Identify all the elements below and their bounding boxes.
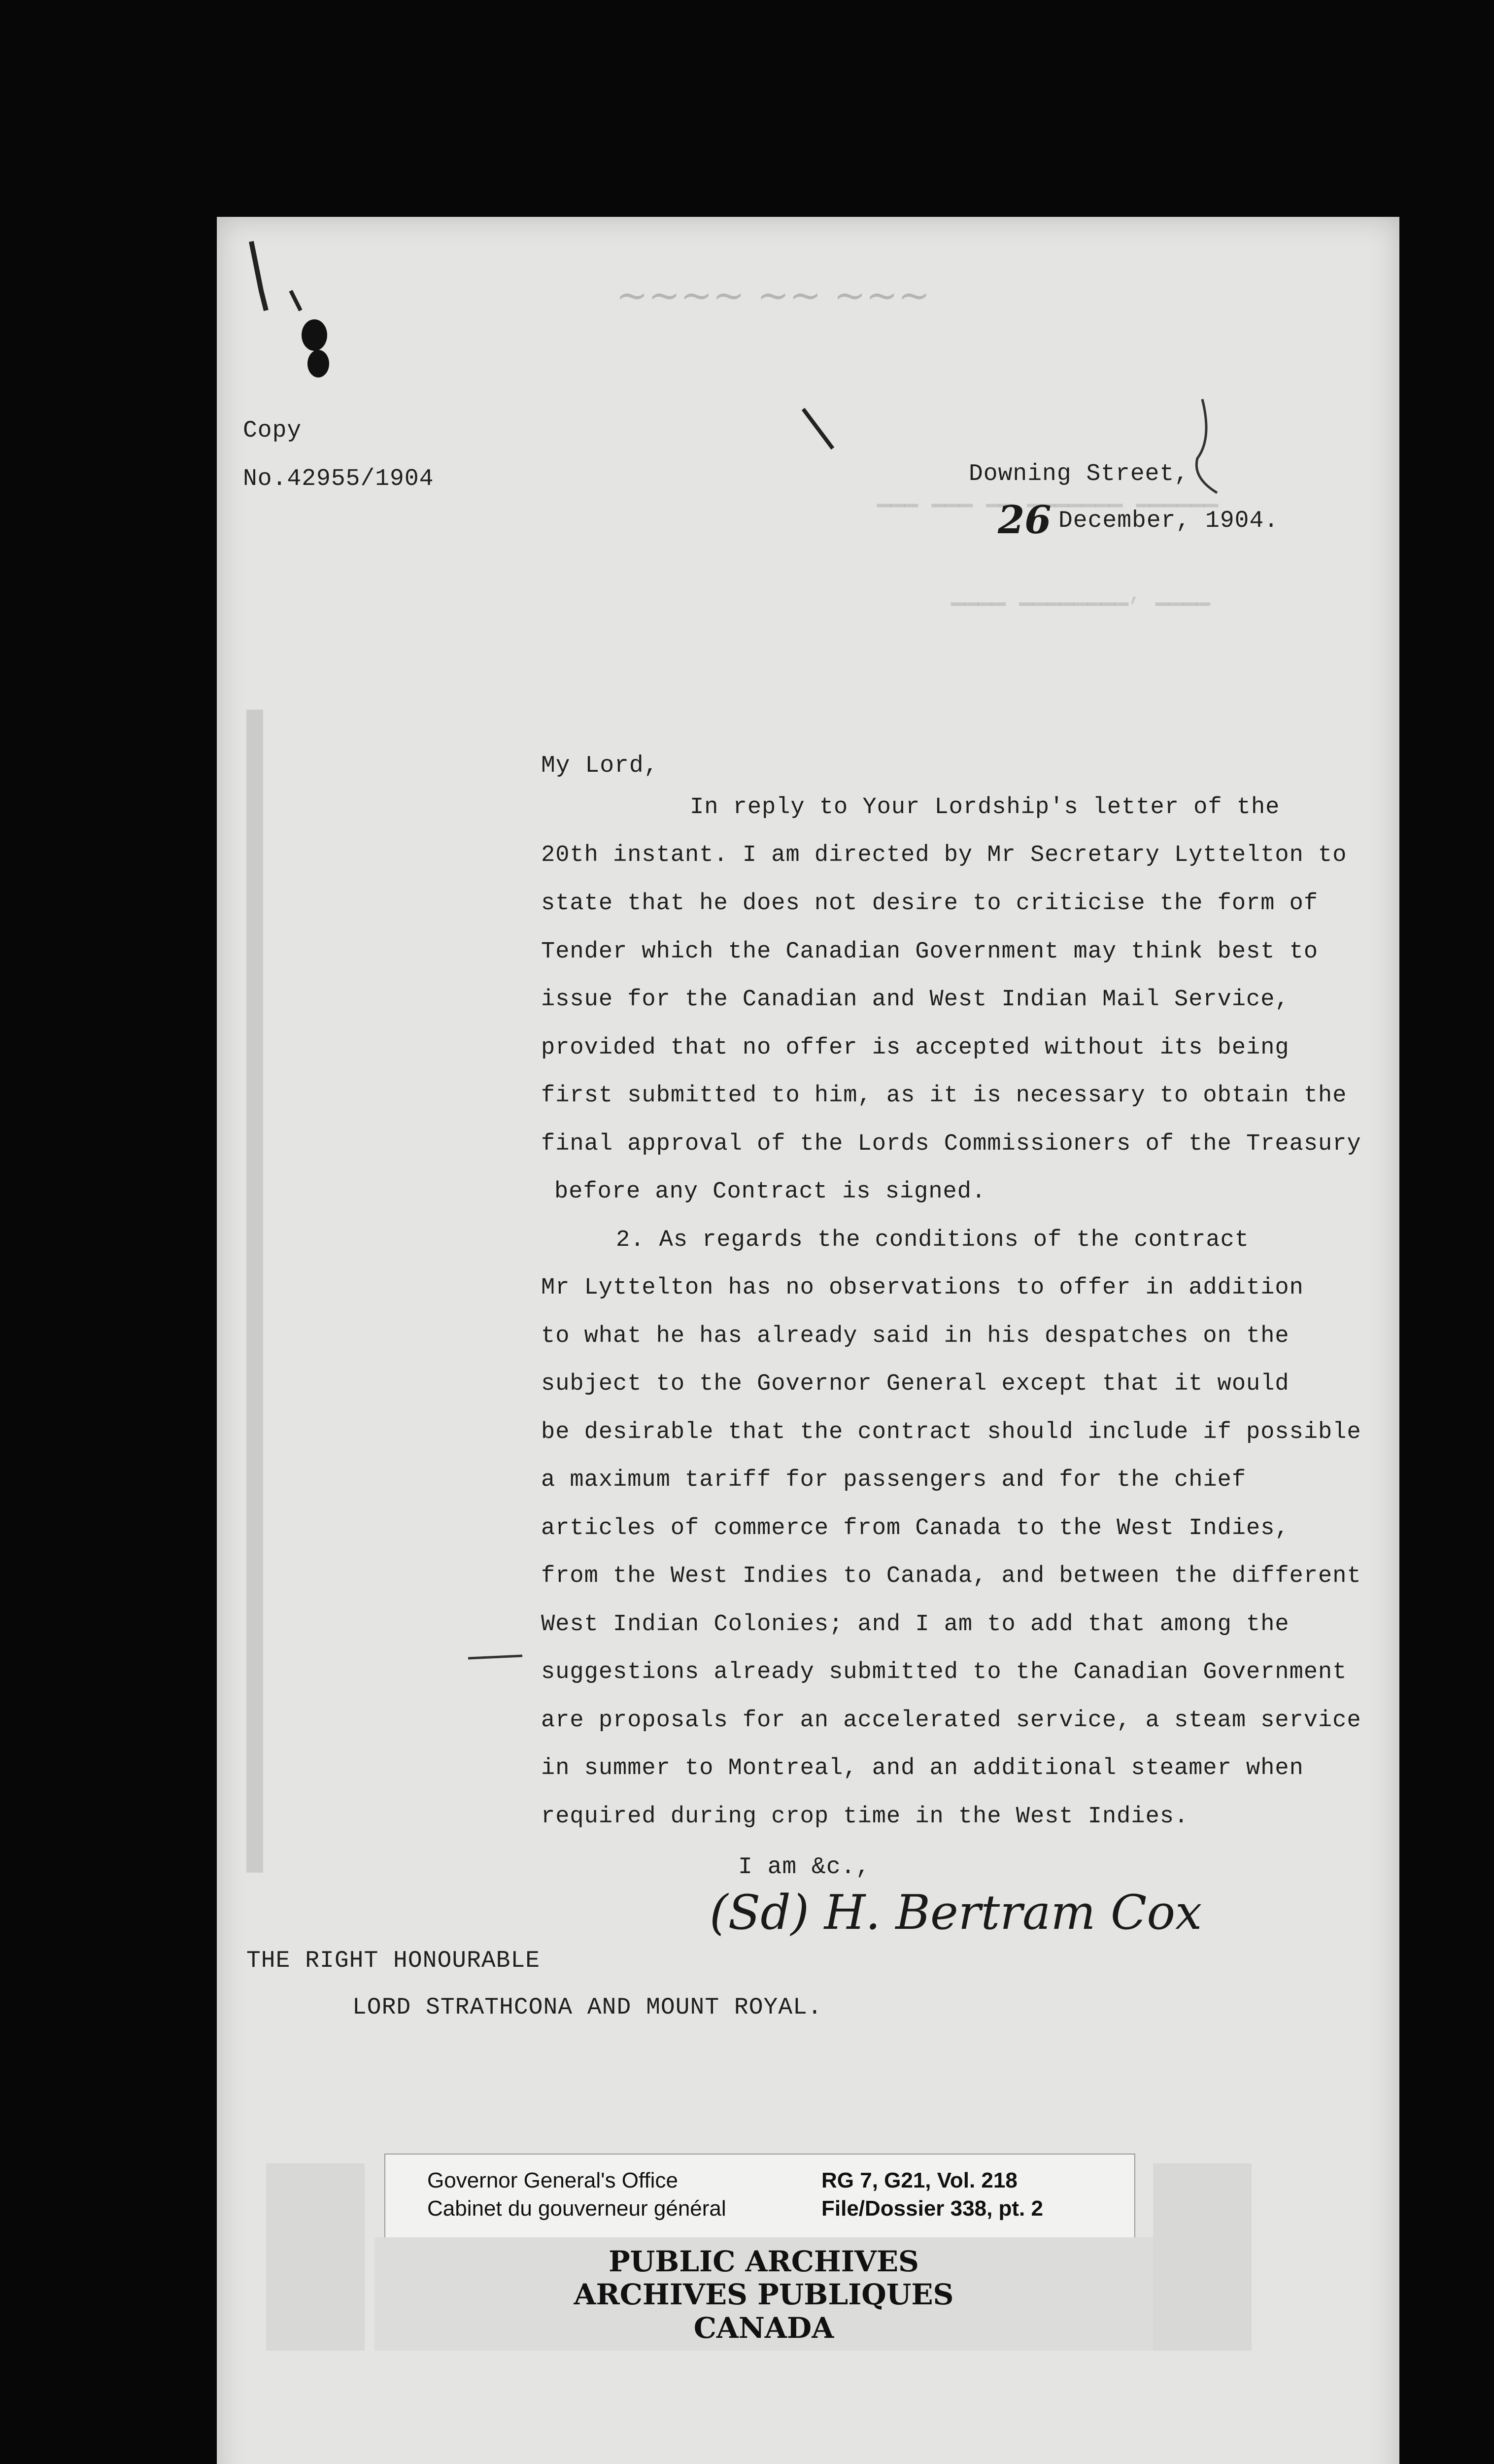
body-line: first submitted to him, as it is necessary to obtain the xyxy=(541,1083,1347,1109)
body-line: West Indian Colonies; and I am to add that among the xyxy=(541,1611,1290,1638)
reference-number: No.42955/1904 xyxy=(243,466,434,492)
pen-mark-icon xyxy=(798,404,848,458)
salutation: My Lord, xyxy=(541,753,659,779)
body-line: Tender which the Canadian Government may think best to xyxy=(541,939,1319,965)
stamp-line: CANADA xyxy=(693,2311,834,2345)
body-line: Mr Lyttelton has no observations to offer in addition xyxy=(541,1275,1304,1301)
body-line: subject to the Governor General except that it would xyxy=(541,1371,1290,1397)
date-day-handwritten: 26 xyxy=(998,498,1052,543)
body-line: 2. As regards the conditions of the contract xyxy=(616,1227,1250,1253)
show-through-text: ▁▁▁▁ ▁▁▁▁▁▁▁▁, ▁▁▁▁ xyxy=(951,582,1210,607)
file-ref: File/Dossier 338, pt. 2 xyxy=(821,2196,1043,2221)
addressee-name: LORD STRATHCONA AND MOUNT ROYAL. xyxy=(352,1994,822,2021)
date-line: December, 1904. xyxy=(1058,508,1279,534)
stamp-line: ARCHIVES PUBLIQUES xyxy=(574,2278,954,2311)
body-line: 20th instant. I am directed by Mr Secretary Lyttelton to xyxy=(541,842,1347,868)
stamp-line: PUBLIC ARCHIVES xyxy=(609,2245,919,2278)
body-line: required during crop time in the West Indies. xyxy=(541,1804,1189,1830)
body-line: issue for the Canadian and West Indian Mail Service, xyxy=(541,987,1290,1013)
archive-tab xyxy=(266,2163,365,2351)
record-group-ref: RG 7, G21, Vol. 218 xyxy=(821,2168,1018,2192)
margin-tick-icon xyxy=(468,1651,527,1666)
signature: (Sd) H. Bertram Cox xyxy=(710,1885,1202,1940)
clip-mark-icon xyxy=(232,232,350,394)
archive-reference-label xyxy=(384,2154,1135,2242)
public-archives-stamp xyxy=(374,2237,1153,2351)
address-line: Downing Street, xyxy=(969,461,1189,487)
closing-line: I am &c., xyxy=(738,1854,871,1881)
body-line: final approval of the Lords Commissioners of the Treasury xyxy=(541,1131,1361,1157)
body-line: before any Contract is signed. xyxy=(554,1179,986,1205)
body-line: articles of commerce from Canada to the West Indies, xyxy=(541,1515,1290,1541)
pencil-mark-icon xyxy=(1183,394,1242,503)
show-through-text: ▁▁▁ ▁▁▁ ▁▁ ▁▁▁▁▁▁▁ ▁▁▁▁▁▁ xyxy=(877,483,1218,509)
office-name-en: Governor General's Office xyxy=(427,2168,678,2192)
body-line: from the West Indies to Canada, and between the different xyxy=(541,1563,1361,1589)
faint-pencil-annotation: ~~~~ ~~ ~~~ xyxy=(616,274,930,318)
body-line: suggestions already submitted to the Canadian Government xyxy=(541,1659,1347,1685)
office-name-fr: Cabinet du gouverneur général xyxy=(427,2196,726,2221)
body-line: are proposals for an accelerated service, a steam service xyxy=(541,1708,1361,1734)
copy-label: Copy xyxy=(243,417,302,444)
archive-tab xyxy=(1153,2163,1252,2351)
body-line: In reply to Your Lordship's letter of the xyxy=(690,794,1280,821)
body-line: to what he has already said in his despatches on the xyxy=(541,1323,1290,1349)
body-line: in summer to Montreal, and an additional steamer when xyxy=(541,1755,1304,1781)
addressee-title: THE RIGHT HONOURABLE xyxy=(246,1948,541,1974)
body-line: state that he does not desire to criticise the form of xyxy=(541,890,1319,917)
body-line: a maximum tariff for passengers and for the chief xyxy=(541,1467,1247,1493)
body-line: be desirable that the contract should include if possible xyxy=(541,1419,1361,1445)
body-line: provided that no offer is accepted without its being xyxy=(541,1035,1290,1061)
binding-shadow xyxy=(246,710,263,1873)
